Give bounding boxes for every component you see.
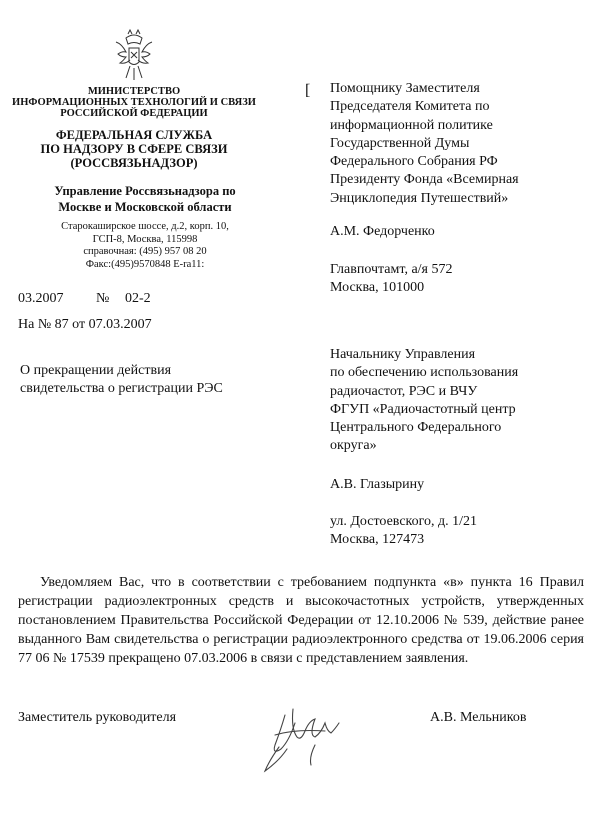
body-paragraph: Уведомляем Вас, что в соответствии с требованием подпункта «в» пункта 16 Правил регистрации радиоэлектронных средств и высокочастотных устройств, утвержденных постановлением Правительства Российской Федерации от 12.10.2006 № 539, действие ранее выданного Вам свидетельства о регистрации радиоэлектронного средства от 19.06.2006 серия 77 06 № 17539 прекращено 07.03.2006 в связи с представлением заявления. <box>18 575 584 666</box>
recipient-2-position: Начальнику Управления по обеспечению использования радиочастот, РЭС и ВЧУ ФГУП «Радиочастотный центр Центрального Федерального округа» <box>330 347 519 454</box>
service-line: ФЕДЕРАЛЬНАЯ СЛУЖБА ПО НАДЗОРУ В СФЕРЕ СВЯЗИ (РОССВЯЗЬНАДЗОР) <box>40 128 228 170</box>
signer-title: Заместитель руководителя <box>18 710 177 725</box>
handwritten-signature <box>255 695 375 780</box>
branch-name: Управление Россвязьнадзора по Москве и Московской области <box>54 184 236 214</box>
service-name <box>0 128 268 170</box>
doc-number-sign: № <box>96 291 110 306</box>
doc-date: 03.2007 <box>18 291 64 306</box>
recipient-1-position: Помощнику Заместителя Председателя Комитета по информационной политике Государственной Думы Федерального Собрания РФ Президенту Фонда «Всемирная Энциклопедия Путешествий» <box>330 81 519 206</box>
doc-subject: О прекращении действия свидетельства о регистрации РЭС <box>20 363 223 396</box>
ministry-line: МИНИСТЕРСТВО ИНФОРМАЦИОННЫХ ТЕХНОЛОГИЙ И СВЯЗИ РОССИЙСКОЙ ФЕДЕРАЦИИ <box>12 86 256 119</box>
address-bracket: [ <box>305 82 311 99</box>
ministry-name <box>0 86 268 119</box>
recipient-2-name: А.В. Глазырину <box>330 477 425 492</box>
recipient-1-name: А.М. Федорченко <box>330 224 435 239</box>
coat-of-arms-icon <box>112 28 156 84</box>
sender-address: Старокаширское шоссе, д.2, корп. 10, ГСП-8, Москва, 115998 справочная: (495) 957 08 20 Факс:(495)9570848 E-ra11: <box>61 221 229 270</box>
doc-number: 02-2 <box>125 291 151 306</box>
recipient-2-address: ул. Достоевского, д. 1/21 Москва, 127473 <box>330 514 478 548</box>
recipient-1-address: Главпочтамт, а/я 572 Москва, 101000 <box>330 262 453 296</box>
signer-name: А.В. Мельников <box>430 710 527 725</box>
doc-reference: На № 87 от 07.03.2007 <box>18 317 152 332</box>
letter-body <box>18 573 584 668</box>
